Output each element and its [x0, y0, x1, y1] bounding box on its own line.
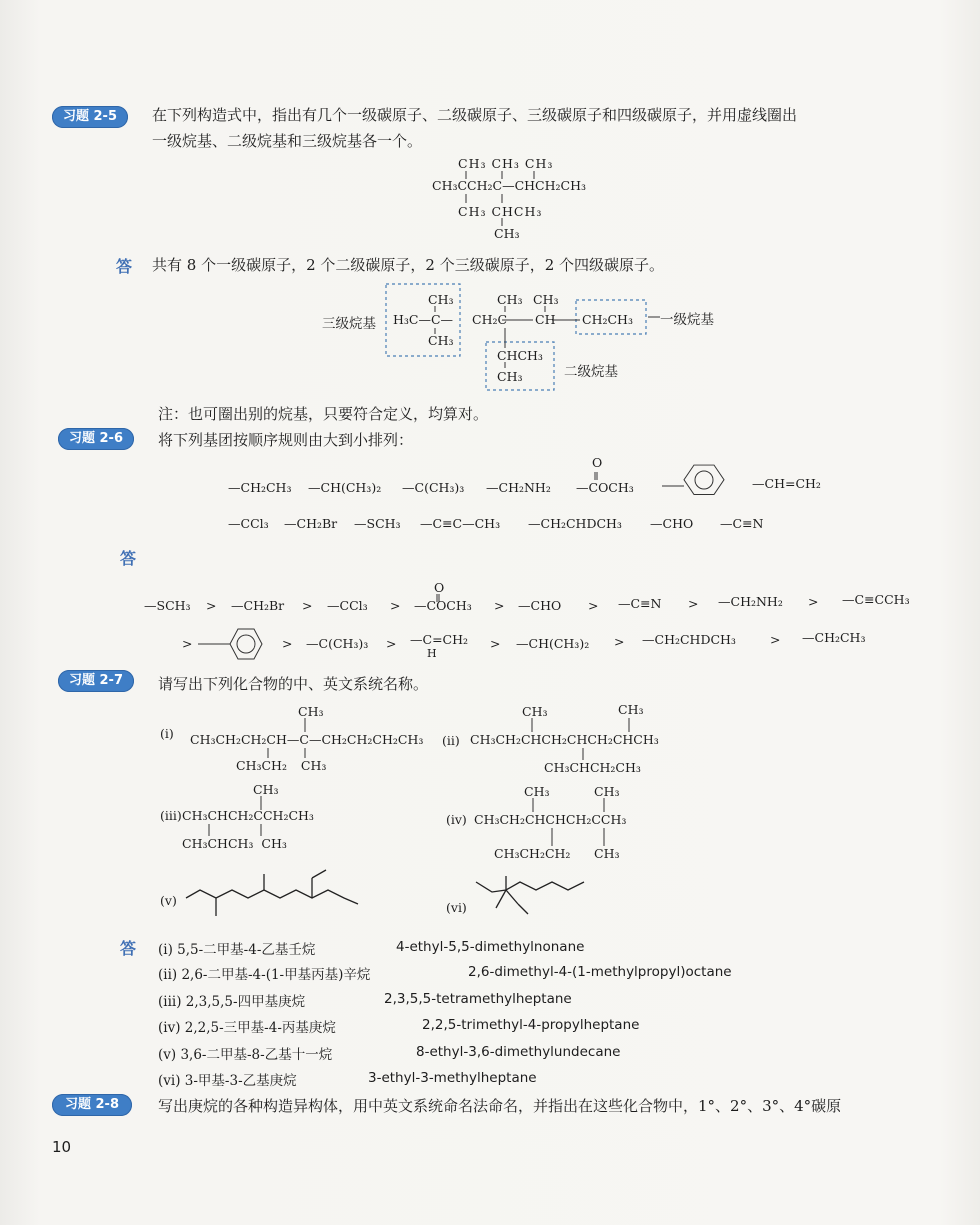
q27-answer-iv-zh: (iv) 2,2,5-三甲基-4-丙基庚烷 [158, 1020, 336, 1036]
benzene-inner-circle-icon [695, 471, 713, 489]
a-ch3-bottom: CH₃ [428, 333, 454, 348]
q26-carbonyl-o: O [592, 455, 603, 470]
q27-ii-top2: CH₃ [618, 702, 644, 717]
ans-gt-8: > [182, 636, 193, 651]
q27-answer-label: 答 [120, 939, 137, 958]
ans-sch3: —SCH₃ [144, 598, 191, 613]
ans-gt-13: > [770, 632, 781, 647]
q27-ii-top1: CH₃ [522, 704, 548, 719]
q27-answer-iii-en: 2,3,5,5-tetramethylheptane [384, 991, 572, 1007]
q27-vi-skeletal-formula [470, 870, 600, 926]
q26-group-cho: —CHO [650, 516, 694, 531]
ans-vinyl: —C=CH₂ [410, 632, 469, 647]
ans-gt-9: > [282, 636, 293, 651]
q26-group-ch2chdch3: —CH₂CHDCH₃ [528, 516, 622, 531]
ans-gt-11: > [490, 636, 501, 651]
q25-structure-row3: CH₃ CHCH₃ [458, 204, 543, 219]
q27-iv-bottom1: CH₃CH₂CH₂ [494, 846, 571, 861]
ans-ch2br: —CH₂Br [231, 598, 285, 613]
ans-ch2nh2: —CH₂NH₂ [718, 594, 783, 609]
exercise-badge-2-7: 习题 2-7 [58, 670, 134, 692]
exercise-badge-2-5: 习题 2-5 [52, 106, 128, 128]
q27-answer-i-zh: (i) 5,5-二甲基-4-乙基壬烷 [158, 942, 316, 958]
a-ch3-c: CH₃ [533, 292, 559, 307]
q27-iii-top: CH₃ [253, 782, 279, 797]
q26-group-aminomethyl: —CH₂NH₂ [486, 480, 551, 495]
ans-propynyl: —C≡CCH₃ [842, 592, 910, 607]
q26-group-ethyl: —CH₂CH₃ [228, 480, 292, 495]
q26-group-ccl3: —CCl₃ [228, 516, 269, 531]
q27-question: 请写出下列化合物的中、英文系统名称。 [158, 675, 429, 693]
ans-vinyl-h: H [427, 647, 437, 660]
circle-secondary [486, 342, 554, 390]
q25-structure-row2: CH₃CCH₂C—CHCH₂CH₃ [432, 178, 586, 193]
q27-answer-vi-en: 3-ethyl-3-methylheptane [368, 1070, 537, 1086]
q25-answer-text: 共有 8 个一级碳原子，2 个二级碳原子，2 个三级碳原子，2 个四级碳原子。 [152, 256, 665, 274]
q27-ii-main: CH₃CH₂CHCH₂CHCH₂CHCH₃ [470, 732, 659, 747]
ans-gt-2: > [302, 598, 313, 613]
q25-answer-label: 答 [116, 257, 133, 276]
ans-gt-3: > [390, 598, 401, 613]
ans-gt-4: > [494, 598, 505, 613]
q27-answer-ii-en: 2,6-dimethyl-4-(1-methylpropyl)octane [468, 964, 732, 980]
exercise-badge-2-6: 习题 2-6 [58, 428, 134, 450]
ans-ccl3: —CCl₃ [327, 598, 368, 613]
q27-ii-bottom: CH₃CHCH₂CH₃ [544, 760, 641, 775]
q27-iv-bottom2: CH₃ [594, 846, 620, 861]
q25-structure-row4: CH₃ [494, 226, 520, 241]
benzene-ring-icon [230, 629, 262, 659]
q26-ans-carbonyl-o: O [434, 580, 445, 595]
ans-cho: —CHO [518, 598, 562, 613]
q25-structure-bonds [430, 150, 600, 245]
a-ch2ch3: CH₂CH₃ [582, 312, 633, 327]
ans-phenyl [196, 624, 272, 664]
ans-gt-7: > [808, 594, 819, 609]
q25-structure-row1: CH₃ CH₃ CH₃ [458, 156, 554, 171]
ans-gt-12: > [614, 634, 625, 649]
ans-cyano: —C≡N [618, 596, 662, 611]
q27-answer-v-en: 8-ethyl-3,6-dimethylundecane [416, 1044, 621, 1060]
q26-group-sch3: —SCH₃ [354, 516, 401, 531]
circle-primary [576, 300, 646, 334]
q27-answer-iv-en: 2,2,5-trimethyl-4-propylheptane [422, 1017, 640, 1033]
a-ch3-d: CH₃ [497, 369, 523, 384]
q26-group-propynyl: —C≡C—CH₃ [420, 516, 501, 531]
q27-i-main: CH₃CH₂CH₂CH—C—CH₂CH₂CH₂CH₃ [190, 732, 424, 747]
label-secondary-alkyl: 二级烷基 [564, 364, 618, 380]
ans-gt-5: > [588, 598, 599, 613]
circle-tertiary [386, 284, 460, 356]
ans-ch2chdch3: —CH₂CHDCH₃ [642, 632, 736, 647]
a-ch3-top: CH₃ [428, 292, 454, 307]
q26-group-vinyl: —CH=CH₂ [752, 476, 821, 491]
a-chch3: CHCH₃ [497, 348, 543, 363]
q25-question-line1: 在下列构造式中，指出有几个一级碳原子、二级碳原子、三级碳原子和四级碳原子，并用虚线圈出 [152, 106, 798, 124]
label-primary-alkyl: 一级烷基 [660, 312, 714, 328]
q27-answer-ii-zh: (ii) 2,6-二甲基-4-(1-甲基丙基)辛烷 [158, 967, 371, 983]
q27-answer-i-en: 4-ethyl-5,5-dimethylnonane [396, 939, 585, 955]
q26-group-isopropyl: —CH(CH₃)₂ [308, 480, 382, 495]
page-number: 10 [52, 1138, 72, 1156]
q27-ii-bonds [520, 716, 640, 762]
q28-question: 写出庚烷的各种构造异构体，用中英文系统命名法命名，并指出在这些化合物中，1°、2°、3°、4°碳原 [158, 1097, 842, 1115]
ans-isopropyl: —CH(CH₃)₂ [516, 636, 590, 651]
q25-note: 注：也可圈出别的烷基，只要符合定义，均算对。 [158, 405, 489, 423]
q27-iii-bottom: CH₃CHCH₃ CH₃ [182, 836, 287, 851]
q27-i-bonds [250, 716, 320, 762]
a-h3c: H₃C—C— [393, 312, 454, 327]
ans-gt-1: > [206, 598, 217, 613]
q27-iii-label: (iii) [160, 808, 182, 823]
a-ch2c: CH₂C [472, 312, 508, 327]
benzene-ring-icon [684, 465, 724, 494]
a-ch: CH [535, 312, 556, 327]
q27-answer-v-zh: (v) 3,6-二甲基-8-乙基十一烷 [158, 1047, 333, 1063]
q26-phenyl-and-bonds [590, 458, 740, 502]
q26-group-ch2br: —CH₂Br [284, 516, 338, 531]
q27-i-top: CH₃ [298, 704, 324, 719]
a-ch3-b: CH₃ [497, 292, 523, 307]
q27-iv-main: CH₃CH₂CHCHCH₂CCH₃ [474, 812, 627, 827]
q25-question-line2: 一级烷基、二级烷基和三级烷基各一个。 [152, 132, 423, 150]
ans-coch3: —COCH₃ [414, 598, 472, 613]
q27-iv-top1: CH₃ [524, 784, 550, 799]
q27-vi-label: (vi) [446, 900, 467, 915]
q27-answer-iii-zh: (iii) 2,3,5,5-四甲基庚烷 [158, 994, 306, 1010]
q26-group-acetyl: —COCH₃ [576, 480, 634, 495]
q27-i-bottom: CH₃CH₂ CH₃ [236, 758, 327, 773]
label-tertiary-alkyl: 三级烷基 [322, 316, 376, 332]
q27-v-skeletal-formula [180, 858, 360, 928]
q26-question: 将下列基团按顺序规则由大到小排列： [158, 431, 414, 449]
exercise-badge-2-8: 习题 2-8 [52, 1094, 132, 1116]
q27-v-label: (v) [160, 893, 177, 908]
q27-iv-label: (iv) [446, 812, 467, 827]
ans-gt-6: > [688, 596, 699, 611]
q27-i-label: (i) [160, 726, 174, 741]
benzene-inner-circle-icon [237, 635, 255, 653]
ans-ethyl: —CH₂CH₃ [802, 630, 866, 645]
ans-tbutyl: —C(CH₃)₃ [306, 636, 369, 651]
q27-iv-top2: CH₃ [594, 784, 620, 799]
ans-gt-10: > [386, 636, 397, 651]
q26-answer-label: 答 [120, 549, 137, 568]
q25-answer-bonds-and-circles [380, 280, 670, 395]
q26-group-cyano: —C≡N [720, 516, 764, 531]
q27-ii-label: (ii) [442, 733, 460, 748]
q27-answer-vi-zh: (vi) 3-甲基-3-乙基庚烷 [158, 1073, 297, 1089]
q26-group-tbutyl: —C(CH₃)₃ [402, 480, 465, 495]
q27-iv-bonds [520, 796, 620, 848]
q27-iii-bonds [180, 794, 280, 838]
q27-iii-main: CH₃CHCH₂CCH₂CH₃ [182, 808, 314, 823]
